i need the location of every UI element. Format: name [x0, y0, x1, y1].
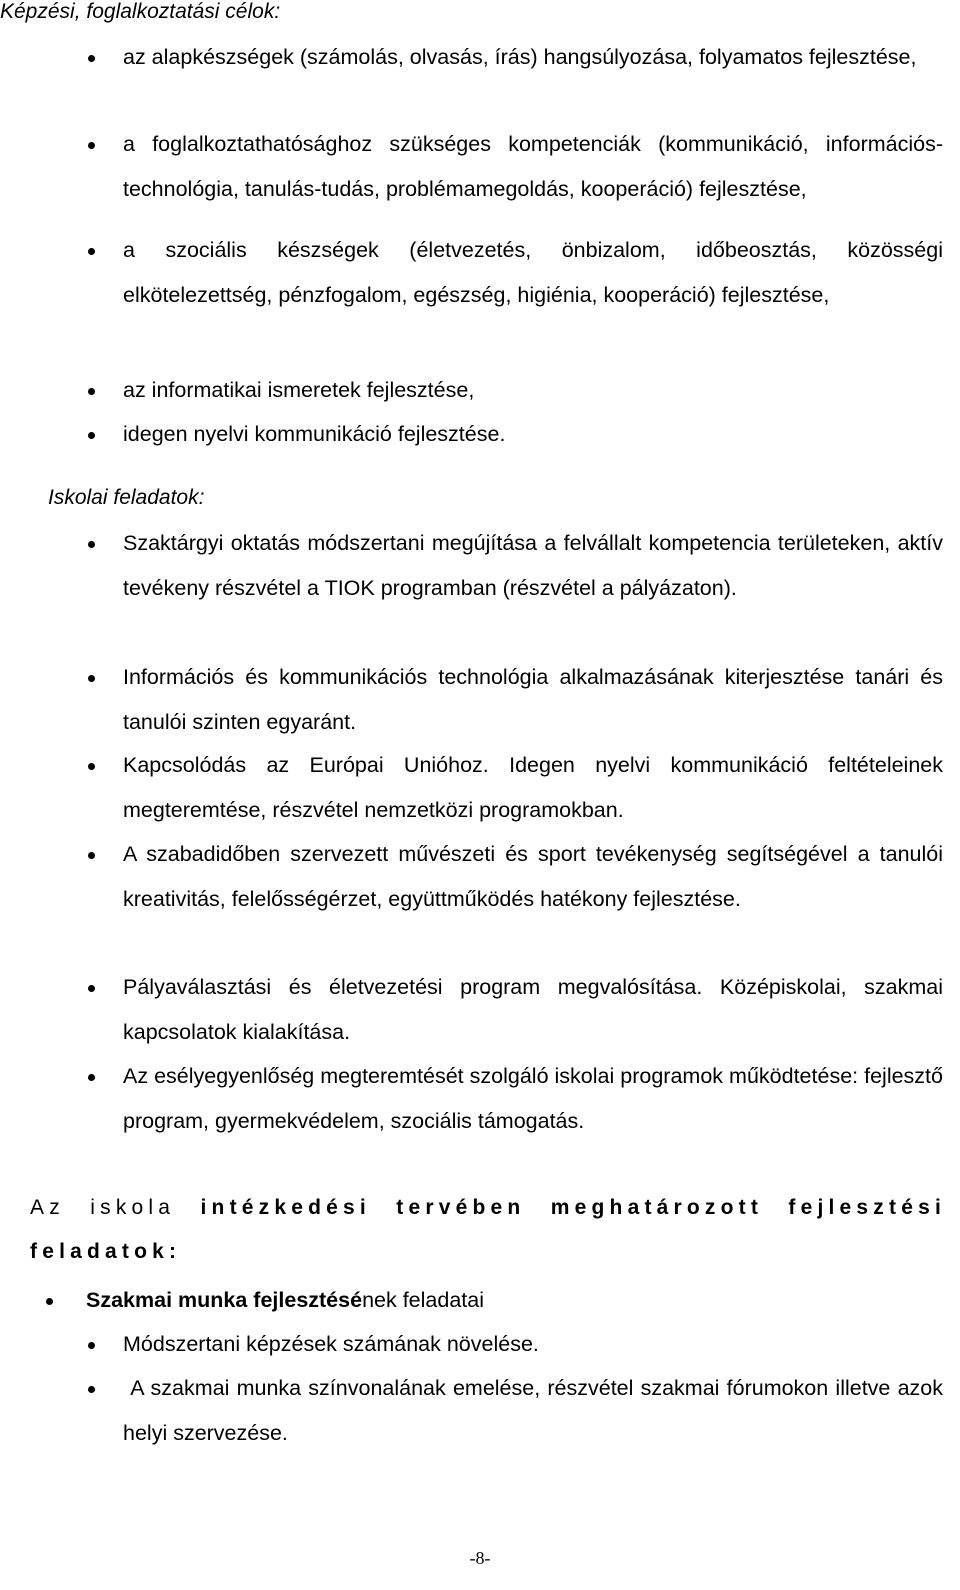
top-item-normal: nek feladatai [362, 1288, 484, 1312]
list-item [123, 965, 943, 1054]
list-item [123, 122, 943, 211]
bullet-icon [46, 1298, 53, 1305]
list-item-text: Kapcsolódás az Európai Unióhoz. Idegen nyelvi kommunikáció feltételeinek megteremtése, részvétel nemzetközi programokban. [123, 753, 943, 822]
list-item [123, 655, 943, 744]
list-item [123, 1054, 943, 1143]
page-number: -8- [469, 1548, 491, 1568]
bullet-icon [88, 852, 95, 859]
list-item [123, 35, 943, 80]
list-item-text: Szaktárgyi oktatás módszertani megújítása a felvállalt kompetencia területeken, aktív tevékeny részvétel a TIOK programban (részvétel a pályázaton). [123, 531, 943, 600]
bullet-icon [88, 1386, 95, 1393]
list-item [123, 521, 943, 610]
list-item-text: a szociális készségek (életvezetés, önbizalom, időbeosztás, közösségi elkötelezettség, pénzfogalom, egészség, higiénia, kooperáció) fejlesztése, [123, 238, 943, 307]
sub-list-item-text: Módszertani képzések számának növelése. [123, 1332, 539, 1356]
bullet-icon [88, 142, 95, 149]
bullet-icon [88, 541, 95, 548]
plan-heading-bold: intézkedési tervében meghatározott fejlesztési feladatok: [30, 1196, 946, 1263]
sub-list-item-text: A szakmai munka színvonalának emelése, részvétel szakmai fórumokon illetve azok helyi szervezése. [123, 1376, 949, 1445]
list-item-text: Információs és kommunikációs technológia alkalmazásának kiterjesztése tanári és tanulói szinten egyaránt. [123, 665, 943, 734]
top-item-bold: Szakmai munka fejlesztésé [86, 1288, 363, 1312]
sub-list-item [123, 1322, 943, 1367]
section-heading-iskolai-feladatok: Iskolai feladatok: [48, 486, 205, 509]
list-item [123, 228, 943, 317]
bullet-icon [88, 1074, 95, 1081]
list-item-text: Pályaválasztási és életvezetési program megvalósítása. Középiskolai, szakmai kapcsolatok kialakítása. [123, 975, 943, 1044]
bullet-icon [88, 388, 95, 395]
bullet-icon [88, 675, 95, 682]
plan-heading [30, 1186, 946, 1274]
list-item-text: A szabadidőben szervezett művészeti és sport tevékenység segítségével a tanulói kreativitás, felelősségérzet, együttműködés hatékony fejlesztése. [123, 842, 943, 911]
list-item [123, 743, 943, 832]
list-item-text: az informatikai ismeretek fejlesztése, [123, 378, 475, 402]
bullet-icon [88, 55, 95, 62]
list-item-text: a foglalkoztathatósághoz szükséges kompetenciák (kommunikáció, információs-technológia, tanulás-tudás, problémamegoldás, kooperáció) fejlesztése, [123, 132, 943, 201]
list-item-text: Az esélyegyenlőség megteremtését szolgáló iskolai programok működtetése: fejlesztő program, gyermekvédelem, szociális támogatás. [123, 1064, 943, 1133]
list-item [123, 412, 943, 457]
top-list-item-text [86, 1278, 946, 1323]
list-item [123, 368, 943, 413]
bullet-icon [88, 1342, 95, 1349]
plan-heading-normal: Az iskola [30, 1196, 176, 1219]
list-item [123, 832, 943, 921]
bullet-icon [88, 432, 95, 439]
bullet-icon [88, 248, 95, 255]
top-list-item [86, 1278, 946, 1323]
sub-list-item [123, 1366, 949, 1455]
section-heading-kepzesi-celok: Képzési, foglalkoztatási célok: [0, 0, 281, 23]
bullet-icon [88, 985, 95, 992]
bullet-icon [88, 763, 95, 770]
list-item-text: idegen nyelvi kommunikáció fejlesztése. [123, 422, 506, 446]
list-item-text: az alapkészségek (számolás, olvasás, írás) hangsúlyozása, folyamatos fejlesztése, [123, 45, 917, 69]
